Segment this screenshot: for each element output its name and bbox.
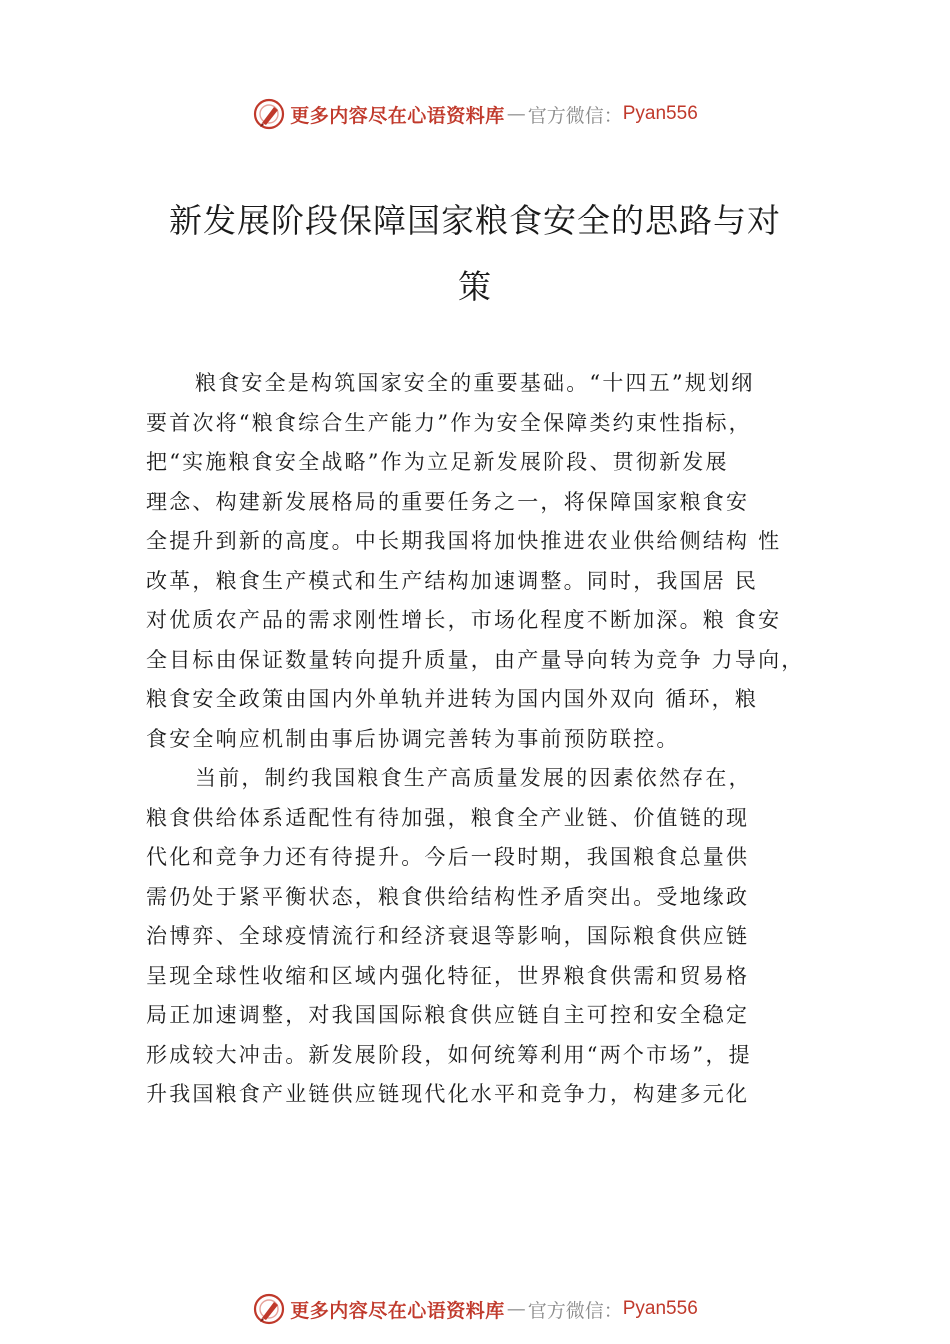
- text-line: 对优质农产品的需求刚性增长，市场化程度不断加深。粮 食安: [146, 608, 782, 632]
- document-title: [150, 188, 800, 320]
- title-line: 策: [458, 267, 492, 306]
- banner-dash: —: [506, 1298, 526, 1320]
- text-line: 形成较大冲击。新发展阶段，如何统筹利用“两个市场”，提: [146, 1042, 752, 1067]
- wechat-id: Pyan556: [622, 1298, 698, 1319]
- text-line: 粮食安全是构筑国家安全的重要基础。“十四五”规划纲: [195, 371, 755, 395]
- text-line: 代化和竞争力还有待提升。今后一段时期，我国粮食总量供: [146, 845, 750, 869]
- text-line: 粮食安全政策由国内外单轨并进转为国内国外双向 循环，粮: [146, 687, 759, 711]
- text-line: 粮食供给体系适配性有待加强，粮食全产业链、价值链的现: [146, 805, 750, 830]
- paragraph-1: [146, 364, 806, 759]
- text-line: 食安全响应机制由事后协调完善转为事前预防联控。: [146, 726, 680, 751]
- brand-text: 更多内容尽在心语资料库: [290, 1299, 505, 1322]
- text-line: 当前，制约我国粮食生产高质量发展的因素依然存在，: [195, 766, 752, 790]
- text-line: 全提升到新的高度。中长期我国将加快推进农业供给侧结构 性: [146, 529, 782, 553]
- text-line: 需仍处于紧平衡状态，粮食供给结构性矛盾突出。受地缘政: [146, 884, 750, 909]
- text-line: 呈现全球性收缩和区域内强化特征，世界粮食供需和贸易格: [146, 963, 750, 988]
- text-line: 治博弈、全球疫情流行和经济衰退等影响，国际粮食供应链: [146, 924, 750, 948]
- text-line: 改革，粮食生产模式和生产结构加速调整。同时，我国居 民: [146, 568, 759, 593]
- document-body: [146, 364, 806, 1115]
- banner-dash: —: [506, 103, 526, 125]
- text-line: 要首次将“粮食综合生产能力”作为安全保障类约束性指标，: [146, 410, 752, 435]
- text-line: 把“实施粮食安全战略”作为立足新发展阶段、贯彻新发展: [146, 450, 729, 474]
- text-line: 全目标由保证数量转向提升质量，由产量导向转为竞争 力导向，: [146, 647, 805, 672]
- text-line: 升我国粮食产业链供应链现代化水平和竞争力，构建多元化: [146, 1082, 750, 1106]
- title-line: 新发展阶段保障国家粮食安全的思路与对: [169, 201, 781, 240]
- paragraph-2: [146, 759, 806, 1115]
- text-line: 局正加速调整，对我国国际粮食供应链自主可控和安全稳定: [146, 1003, 750, 1027]
- footer-banner: [0, 1289, 950, 1329]
- text-line: 理念、构建新发展格局的重要任务之一，将保障国家粮食安: [146, 489, 750, 514]
- pen-circle-icon: [252, 1292, 286, 1326]
- wechat-id: Pyan556: [622, 103, 698, 124]
- brand-text: 更多内容尽在心语资料库: [290, 104, 505, 127]
- pen-circle-icon: [252, 97, 286, 131]
- header-banner: [0, 94, 950, 134]
- official-wechat-label: 官方微信：: [527, 104, 623, 127]
- official-wechat-label: 官方微信：: [527, 1299, 623, 1322]
